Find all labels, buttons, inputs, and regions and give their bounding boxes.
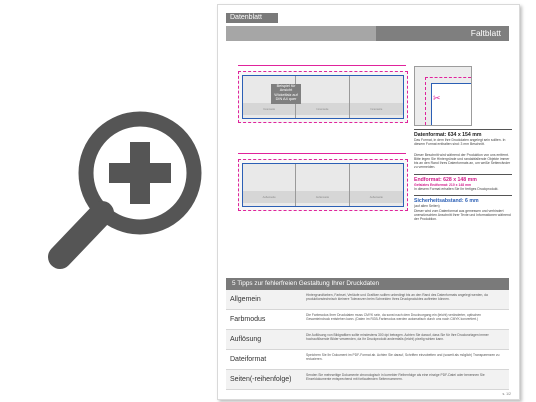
corner-detail [414, 66, 472, 126]
panel-middle [296, 76, 349, 118]
data-format-title: Datenformat: 634 x 154 mm [414, 132, 482, 138]
page-title: Faltblatt [470, 28, 501, 38]
panel-label: Innenseite [263, 108, 276, 111]
bleed-block [414, 151, 512, 170]
safety-title: Sicherheitsabstand: 6 mm [414, 198, 479, 205]
plus-vertical [130, 142, 150, 204]
tip-description: Die Auflösung von Bildgrafiken sollte mindestens 300 dpi betragen. Achten Sie darauf, dass Sie für Ihre Druckvorlagen immer hochauflösende Bilder verwenden, da Ihr Druckprodukt andernfalls (leicht) pixelig wirken kann. [306, 333, 489, 342]
final-format-block [414, 174, 512, 192]
table-row [226, 290, 509, 310]
scissors-icon: ✂ [433, 93, 441, 103]
data-format-block [414, 129, 512, 147]
table-row [226, 330, 509, 350]
tips-heading: 5 Tipps zur fehlerfreien Gestaltung Ihrer Druckdaten [226, 278, 509, 290]
dimension-line [238, 65, 406, 66]
tip-term: Seiten(-reihenfolge) [230, 376, 292, 383]
final-format-sub: Gefalztes Endformat: 210 x 148 mm [414, 182, 472, 187]
dimension-line [238, 153, 406, 154]
datasheet-page[interactable] [217, 4, 520, 400]
title-bar-accent [226, 26, 376, 41]
safety-zone [242, 75, 404, 119]
datasheet-tab: Datenblatt [226, 13, 278, 23]
table-row [226, 310, 509, 330]
safety-line [431, 83, 471, 125]
safety-text: Dieser wird vom Datenformat aus gemessen und verhindert unerwünschten Anschnitt Ihrer Texte und Informationen während der Produktion. [414, 208, 511, 222]
panel-label: Außenseite [369, 196, 383, 199]
zoom-handle [60, 213, 102, 257]
example-note: Beispiel für Ansicht Wickelfalz auf DIN A4 quer [271, 84, 301, 104]
data-format-text: Das Format, in dem Ihre Druckdaten angelegt sein sollten. In diesem Format enthalten sind: 3 mm Beschnitt. [414, 138, 506, 147]
table-row [226, 350, 509, 370]
tip-term: Farbmodus [230, 316, 266, 323]
panel-label: Außenseite [315, 196, 330, 199]
fold-diagram-outside [238, 159, 408, 211]
final-format-text: In diesem Format erhalten Sie Ihr fertiges Druckprodukt. [414, 187, 499, 192]
safety-sub: (auf allen Seiten) [414, 204, 440, 209]
panel-right [350, 76, 403, 118]
tip-description: Hintergrundfarben, Farbset, Verläufe und Grafiken sollten unbedingt bis an den Rand des Datenformats angelegt werden, da produktionstechnisch kleinere Toleranzen beim Schneiden Ihres Druckproduktes auftreten können. [306, 293, 488, 302]
panel-label: Innenseite [316, 108, 329, 111]
page-title-bar [226, 26, 509, 41]
format-info [414, 129, 512, 226]
bleed-text: Dieser Beschnitt wird während der Produktion von uns entfernt. Bitte legen Sie Hintergründe und randabfallende Objekte immer bis an den Rand Ihres Datenformats an, um weiße Seitenränder zu vermeiden. [414, 152, 511, 170]
panel-right [350, 164, 403, 206]
zoom-in-icon[interactable] [42, 105, 207, 285]
tip-term: Allgemein [230, 296, 261, 303]
panel-label: Außenseite [262, 196, 276, 199]
panel-middle [296, 164, 349, 206]
fold-diagram-inside [238, 71, 408, 123]
table-row [226, 370, 509, 390]
final-format-title: Endformat: 628 x 148 mm [414, 176, 477, 183]
page-number: s. 1/2 [502, 392, 511, 396]
panel-left [243, 164, 296, 206]
tip-term: Auflösung [230, 336, 262, 343]
tip-term: Dateiformat [230, 356, 267, 363]
tip-description: Speichern Sie Ihr Dokument im PDF-Format ab. Achten Sie darauf, Schriften einzubetten und (soweit als möglich) Transparenzen zu reduzieren. [306, 353, 500, 362]
panel-label: Innenseite [370, 108, 383, 111]
safety-zone [242, 163, 404, 207]
tip-description: Senden Sie mehrseitige Dokumente chronologisch in korrekter Reihenfolge als eine einzige PDF-Datei oder benennen Sie Einzeldokumente entsprechend mit fortlaufenden Seitennummern. [306, 373, 485, 382]
tips-table [226, 278, 509, 390]
tip-description: Die Farbmodus Ihrer Druckdaten muss CMYK sein, da sonst nach dem Druckvorgang ein (leicht) veränderter, optischen Gesamteindruck entstehen kann. (Daten im RGB-Farbmodus werden automatisch durch uns nach CMYK konvertiert.) [306, 313, 481, 322]
safety-block [414, 195, 512, 221]
